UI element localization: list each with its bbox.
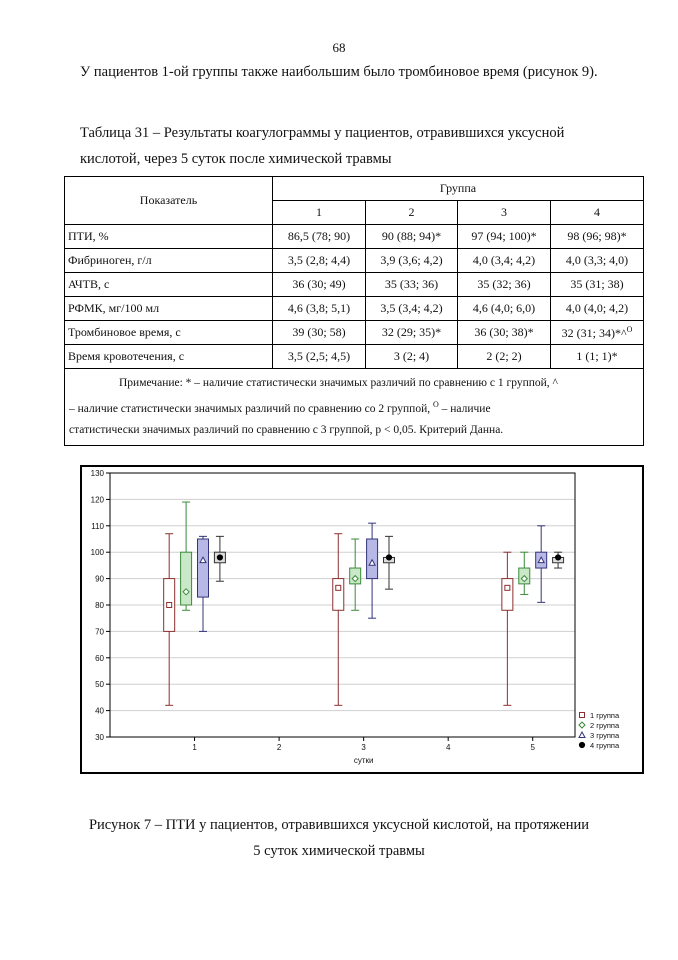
- note-text-3: – наличие: [438, 402, 491, 415]
- table-cell: 36 (30; 49): [273, 273, 366, 297]
- note-superscript: О: [432, 400, 439, 409]
- y-tick-label: 80: [95, 601, 104, 610]
- coagulogram-table: [64, 176, 644, 446]
- x-tick-label: 5: [530, 743, 535, 752]
- y-tick-label: 100: [90, 548, 104, 558]
- table-cell: 97 (94; 100)*: [458, 225, 551, 249]
- table-cell: 3,5 (2,8; 4,4): [273, 249, 366, 273]
- table-caption-line-2: кислотой, через 5 суток после химической травмы: [80, 151, 392, 167]
- note-text-2: – наличие статистически значимых различий по сравнению со 2 группой,: [69, 402, 433, 415]
- table-cell: 86,5 (78; 90): [273, 225, 366, 249]
- pti-boxplot-chart: [80, 465, 644, 774]
- table-cell: 3,9 (3,6; 4,2): [366, 249, 458, 273]
- y-tick-label: 110: [91, 521, 104, 531]
- median-marker: [167, 603, 172, 608]
- table-cell: 98 (96; 98)*: [551, 225, 644, 249]
- note-text-4: статистически значимых различий по сравнению с 3 группой, р < 0,05. Критерий Данна.: [69, 423, 504, 436]
- table-caption: [80, 120, 650, 172]
- table-cell: 3,5 (3,4; 4,2): [366, 297, 458, 321]
- table-cell: 36 (30; 38)*: [458, 321, 551, 345]
- x-tick-label: 2: [276, 743, 282, 752]
- header-group-1: 1: [273, 201, 366, 225]
- box-iqr: [502, 579, 513, 611]
- table-cell: 35 (32; 36): [458, 273, 551, 297]
- table-cell: 90 (88; 94)*: [366, 225, 458, 249]
- figure-caption-line-1: Рисунок 7 – ПТИ у пациентов, отравившихся уксусной кислотой, на протяжении: [88, 817, 590, 833]
- table-cell: 35 (33; 36): [366, 273, 458, 297]
- table-row: [65, 321, 644, 345]
- legend-marker: [579, 742, 584, 747]
- legend-label: 3 группа: [590, 731, 620, 740]
- figure-caption-line-2: 5 суток химической травмы: [253, 843, 425, 859]
- cell-text: 32 (31; 34)*^: [561, 325, 627, 340]
- median-marker: [386, 555, 391, 560]
- table-cell: [551, 321, 644, 345]
- box-iqr: [181, 552, 192, 605]
- header-group: Группа: [273, 177, 644, 201]
- table-cell: 39 (30; 58): [273, 321, 366, 345]
- median-marker: [336, 585, 341, 590]
- y-tick-label: 70: [95, 627, 104, 637]
- table-cell: 1 (1; 1)*: [551, 345, 644, 369]
- header-group-4: 4: [551, 201, 644, 225]
- box-iqr: [198, 539, 209, 597]
- legend-label: 4 группа: [590, 741, 620, 750]
- table-cell: 2 (2; 2): [458, 345, 551, 369]
- x-tick-label: 3: [361, 743, 366, 752]
- table-cell: 4,6 (4,0; 6,0): [458, 297, 551, 321]
- y-tick-label: 30: [95, 733, 104, 742]
- y-tick-label: 50: [95, 680, 104, 690]
- table-cell: 35 (31; 38): [551, 273, 644, 297]
- median-marker: [505, 585, 510, 590]
- table-cell: 3 (2; 4): [366, 345, 458, 369]
- table-cell: 4,0 (4,0; 4,2): [551, 297, 644, 321]
- table-cell: 32 (29; 35)*: [366, 321, 458, 345]
- chart-canvas: [82, 467, 642, 772]
- legend-marker: [580, 713, 585, 718]
- note-text-1: Примечание: * – наличие статистически значимых различий по сравнению с 1 группой, ^: [119, 377, 558, 389]
- table-cell: 4,0 (3,3; 4,0): [551, 249, 644, 273]
- y-tick-label: 60: [95, 653, 104, 663]
- table-cell: 3,5 (2,5; 4,5): [273, 345, 366, 369]
- table-row: [65, 273, 644, 297]
- page-number: 68: [332, 40, 346, 55]
- cell-superscript: O: [626, 324, 633, 334]
- table-note: [65, 369, 644, 446]
- y-tick-label: 40: [95, 706, 104, 716]
- legend-label: 1 группа: [590, 711, 620, 720]
- legend-marker: [579, 732, 585, 738]
- table-cell: 4,6 (3,8; 5,1): [273, 297, 366, 321]
- row-label: РФМК, мг/100 мл: [65, 297, 273, 321]
- y-tick-label: 130: [90, 469, 104, 478]
- table-row: [65, 297, 644, 321]
- row-label: Фибриноген, г/л: [65, 249, 273, 273]
- row-label: Тромбиновое время, с: [65, 321, 273, 345]
- table-row: [65, 345, 644, 369]
- row-label: Время кровотечения, с: [65, 345, 273, 369]
- median-marker: [217, 555, 222, 560]
- y-tick-label: 90: [95, 574, 104, 584]
- header-group-2: 2: [366, 201, 458, 225]
- x-axis-label: сутки: [353, 756, 374, 765]
- row-label: АЧТВ, с: [65, 273, 273, 297]
- x-tick-label: 4: [445, 743, 451, 752]
- row-label: ПТИ, %: [65, 225, 273, 249]
- legend-label: 2 группа: [590, 721, 620, 730]
- box-iqr: [333, 579, 344, 611]
- legend-marker: [579, 722, 585, 728]
- table-row: [65, 225, 644, 249]
- intro-paragraph: У пациентов 1-ой группы также наибольшим было тромбиновое время (рисунок 9).: [80, 64, 598, 80]
- figure-caption: [40, 812, 638, 864]
- header-indicator: Показатель: [65, 177, 273, 225]
- table-caption-line-1: Таблица 31 – Результаты коагулограммы у пациентов, отравившихся уксусной: [80, 125, 565, 141]
- header-group-3: 3: [458, 201, 551, 225]
- table-row: [65, 249, 644, 273]
- table-cell: 4,0 (3,4; 4,2): [458, 249, 551, 273]
- y-tick-label: 120: [90, 495, 104, 505]
- median-marker: [555, 555, 560, 560]
- x-tick-label: 1: [192, 743, 197, 752]
